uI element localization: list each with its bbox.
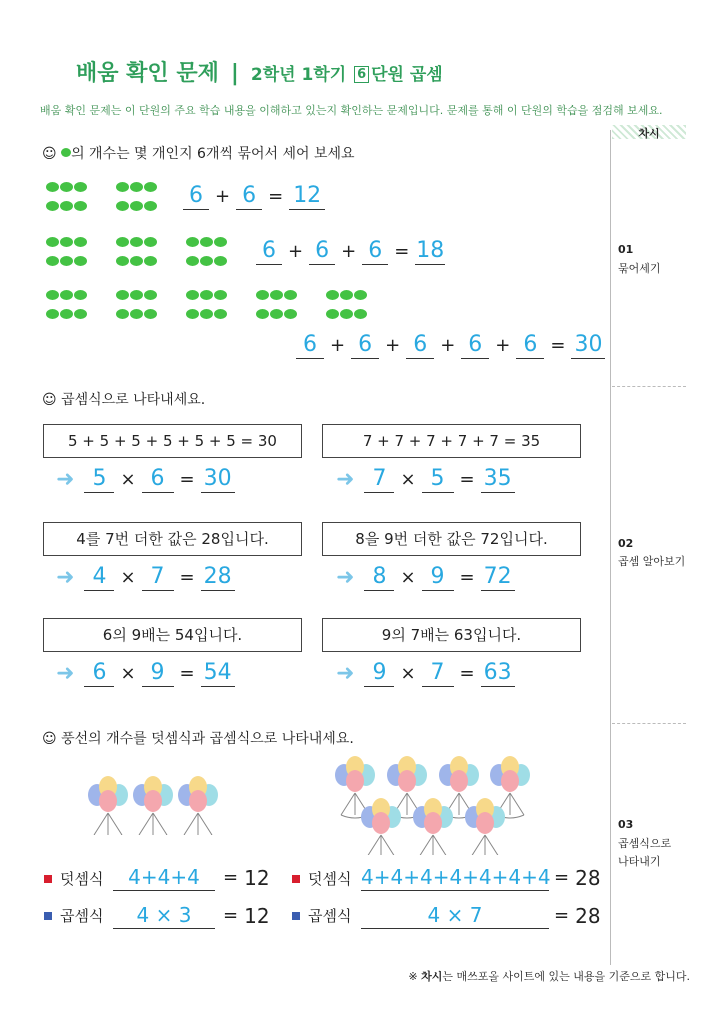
balloon-bunch [465, 798, 505, 855]
sidebar-item-03-label2: 나타내기 [618, 855, 661, 868]
balloon-bunch [88, 776, 128, 835]
dot-group [46, 237, 88, 266]
sidebar-divider [610, 130, 611, 965]
problem-box: 8을 9번 더한 값은 72입니다. [322, 522, 581, 556]
dot-group [116, 290, 158, 319]
add-expr-label: 덧셈식 [292, 868, 351, 889]
dot-group [116, 237, 158, 266]
dot-group [46, 290, 88, 319]
q1-equation-3: 6 + 6 + 6 + 6 + 6 = 30 [296, 332, 605, 359]
q2-answer-4: ➜ 8 × 9 = 72 [336, 564, 515, 591]
dot-group [186, 290, 228, 319]
q3-right-add: 4+4+4+4+4+4+4 = 28 [361, 865, 601, 890]
dot-group [46, 182, 88, 211]
green-dot-icon [61, 148, 71, 157]
q2-answer-3: ➜ 4 × 7 = 28 [56, 564, 235, 591]
question-1: ☺ 의 개수는 몇 개인지 6개씩 묶어서 세어 보세요 [42, 146, 355, 162]
balloon-bunch [413, 798, 453, 855]
add-expr-label: 덧셈식 [44, 868, 103, 889]
intro-text: 배움 확인 문제는 이 단원의 주요 학습 내용을 이해하고 있는지 확인하는 문제입니다. 문제를 통해 이 단원의 학습을 점검해 보세요. [40, 104, 663, 117]
question-3: ☺ 풍선의 개수를 덧셈식과 곱셈식으로 나타내세요. [42, 731, 354, 747]
question-2: ☺ 곱셈식으로 나타내세요. [42, 392, 206, 408]
arrow-right-icon: ➜ [336, 565, 355, 590]
balloon-bunch [178, 776, 218, 835]
page-title: 배움 확인 문제 | 2학년 1학기 6 단원 곱셈 [76, 61, 443, 86]
dot-group [116, 182, 158, 211]
sidebar-item-03-num: 03 [618, 818, 634, 831]
q3-right-mul: 4 × 7 = 28 [361, 902, 601, 929]
unit-number-badge: 6 [354, 66, 369, 83]
blue-square-icon [44, 912, 52, 920]
mul-expr-label: 곱셈식 [44, 905, 103, 926]
q1-equation-1: 6 + 6 = 12 [183, 183, 325, 210]
sidebar-item-01-label: 묶어세기 [618, 262, 661, 275]
problem-box: 9의 7배는 63입니다. [322, 618, 581, 652]
q2-answer-5: ➜ 6 × 9 = 54 [56, 660, 235, 687]
arrow-right-icon: ➜ [336, 661, 355, 686]
sidebar-item-03-label: 곱셈식으로 [618, 837, 672, 850]
q1-equation-2: 6 + 6 + 6 = 18 [256, 238, 445, 265]
problem-box: 5 + 5 + 5 + 5 + 5 + 5 = 30 [43, 424, 302, 458]
q2-answer-2: ➜ 7 × 5 = 35 [336, 466, 515, 493]
arrow-right-icon: ➜ [56, 467, 75, 492]
balloon-bunch [361, 798, 401, 855]
q2-answer-1: ➜ 5 × 6 = 30 [56, 466, 235, 493]
red-square-icon [44, 875, 52, 883]
footer-note: ※ 차시는 매쓰포올 사이트에 있는 내용을 기준으로 합니다. [408, 970, 690, 983]
dot-group [256, 290, 298, 319]
problem-box: 6의 9배는 54입니다. [43, 618, 302, 652]
red-square-icon [292, 875, 300, 883]
dot-group [186, 237, 228, 266]
balloon-bunches-right [335, 755, 535, 855]
sidebar-item-02-num: 02 [618, 537, 634, 550]
balloon-bunch [133, 776, 173, 835]
sidebar-item-01-num: 01 [618, 243, 634, 256]
problem-box: 7 + 7 + 7 + 7 + 7 = 35 [322, 424, 581, 458]
sidebar-header: 차시 [612, 125, 686, 139]
mul-expr-label: 곱셈식 [292, 905, 351, 926]
problem-box: 4를 7번 더한 값은 28입니다. [43, 522, 302, 556]
sidebar-separator [612, 723, 686, 724]
arrow-right-icon: ➜ [56, 565, 75, 590]
sidebar-item-02-label: 곱셈 알아보기 [618, 555, 686, 568]
blue-square-icon [292, 912, 300, 920]
arrow-right-icon: ➜ [336, 467, 355, 492]
dot-group [326, 290, 368, 319]
q3-left-mul: 4 × 3 = 12 [113, 902, 270, 929]
arrow-right-icon: ➜ [56, 661, 75, 686]
balloon-bunches-left [88, 775, 218, 835]
q2-answer-6: ➜ 9 × 7 = 63 [336, 660, 515, 687]
sidebar-separator [612, 386, 686, 387]
q3-left-add: 4+4+4 = 12 [113, 864, 270, 891]
